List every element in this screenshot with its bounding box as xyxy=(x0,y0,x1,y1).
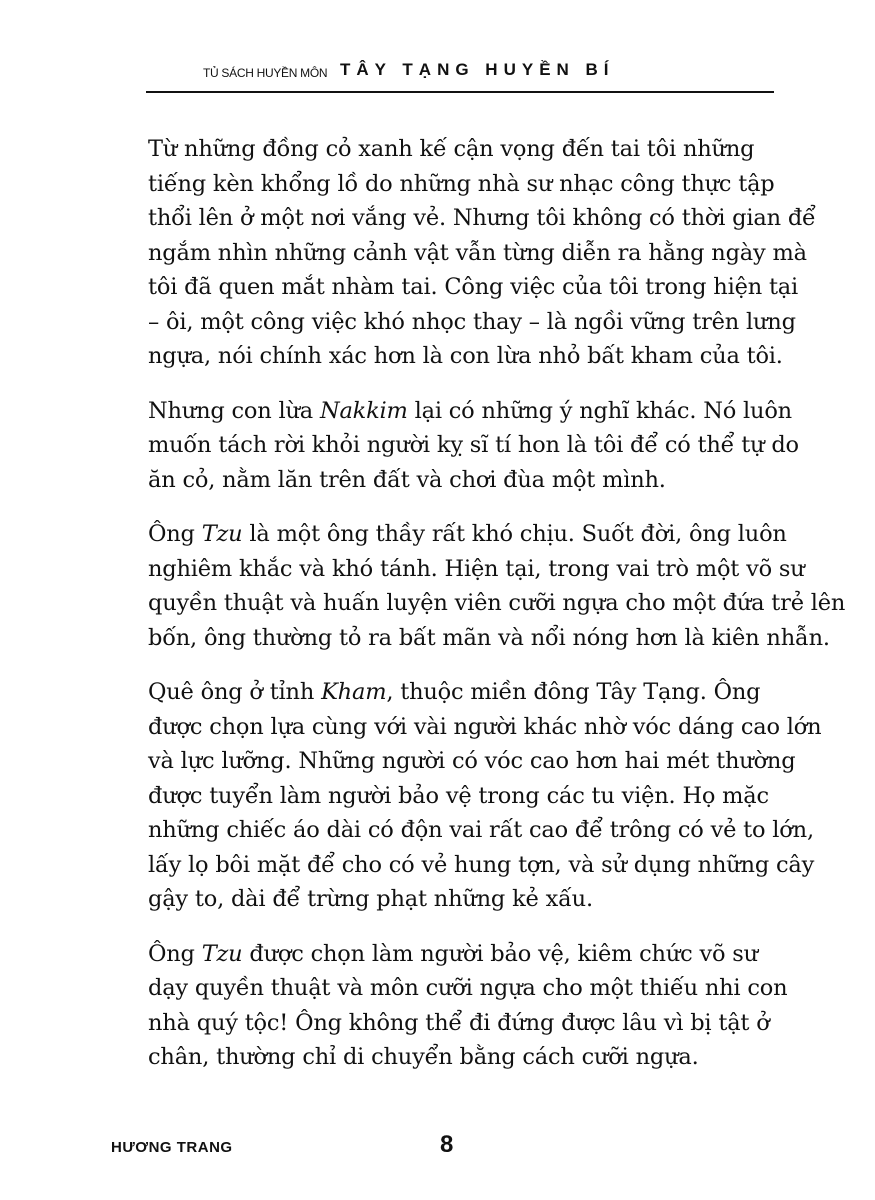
text-line xyxy=(148,882,788,917)
text-segment: Nhưng con lừa xyxy=(148,397,320,424)
page-number: 8 xyxy=(440,1131,454,1158)
text-segment: quyền thuật và huấn luyện viên cưỡi ngựa cho một đứa trẻ lên xyxy=(148,590,846,616)
header-series-name: TỦ SÁCH HUYỀN MÔN xyxy=(203,66,328,80)
text-segment: những chiếc áo dài có độn vai rất cao để trông có vẻ to lớn, xyxy=(148,817,814,843)
text-segment: là một ông thầy rất khó chịu. Suốt đời, ông luôn xyxy=(242,521,787,547)
text-segment: ngựa, nói chính xác hơn là con lừa nhỏ bất kham của tôi. xyxy=(148,343,783,369)
text-segment: nhà quý tộc! Ông không thể đi đứng được lâu vì bị tật ở xyxy=(148,1009,770,1036)
text-line xyxy=(148,552,805,587)
header-divider xyxy=(146,91,774,93)
footer-author: HƯƠNG TRANG xyxy=(111,1139,233,1156)
text-segment: dạy quyền thuật và môn cưỡi ngựa cho một thiếu nhi con xyxy=(148,975,788,1001)
text-line xyxy=(148,517,788,552)
text-segment: , thuộc miền đông Tây Tạng. Ông xyxy=(386,679,761,705)
text-line xyxy=(148,675,788,710)
text-segment: nghiêm khắc và khó tánh. Hiện tại, trong vai trò một võ sư xyxy=(148,555,805,582)
text-line xyxy=(148,621,830,656)
text-line xyxy=(148,201,816,236)
text-line xyxy=(148,394,792,429)
text-line xyxy=(148,971,788,1006)
text-line xyxy=(148,305,796,340)
text-segment: Ông xyxy=(148,521,202,547)
text-line xyxy=(148,463,788,498)
text-line xyxy=(148,848,815,883)
paragraph-gap xyxy=(148,655,788,675)
text-segment: được tuyển làm người bảo vệ trong các tu viện. Họ mặc xyxy=(148,782,769,809)
text-segment: Từ những đồng cỏ xanh kế cận vọng đến tai tôi những xyxy=(148,136,755,162)
text-line xyxy=(148,586,846,621)
text-segment: gậy to, dài để trừng phạt những kẻ xấu. xyxy=(148,886,593,912)
text-line xyxy=(148,339,788,374)
italic-name: Nakkim xyxy=(319,397,408,424)
text-line xyxy=(148,744,796,779)
italic-name: Kham xyxy=(321,679,387,705)
body-text xyxy=(148,132,846,1075)
paragraph-gap xyxy=(148,374,788,394)
text-segment: lại có những ý nghĩ khác. Nó luôn xyxy=(407,397,792,424)
header-book-title: TÂY TẠNG HUYỀN BÍ xyxy=(340,60,615,79)
text-segment: tôi đã quen mắt nhàm tai. Công việc của tôi trong hiện tại xyxy=(148,274,799,300)
italic-name: Tzu xyxy=(201,940,243,967)
text-segment: ăn cỏ, nằm lăn trên đất và chơi đùa một mình. xyxy=(148,466,666,493)
paragraph xyxy=(148,937,788,1075)
text-line xyxy=(148,937,788,972)
text-segment: lấy lọ bôi mặt để cho có vẻ hung tợn, và sử dụng những cây xyxy=(148,851,815,878)
paragraph xyxy=(148,675,822,917)
text-line xyxy=(148,270,799,305)
text-segment: và lực lưỡng. Những người có vóc cao hơn hai mét thường xyxy=(148,748,796,774)
text-line xyxy=(148,236,807,271)
text-line xyxy=(148,779,788,814)
text-segment: tiếng kèn khổng lồ do những nhà sư nhạc công thực tập xyxy=(148,170,775,197)
running-header xyxy=(0,0,875,100)
paragraph xyxy=(148,394,799,498)
text-segment: thổi lên ở một nơi vắng vẻ. Nhưng tôi không có thời gian để xyxy=(148,205,816,231)
text-segment: bốn, ông thường tỏ ra bất mãn và nổi nóng hơn là kiên nhẫn. xyxy=(148,624,830,651)
text-line xyxy=(148,428,799,463)
paragraph xyxy=(148,517,846,655)
paragraph xyxy=(148,132,816,374)
text-segment: Ông xyxy=(148,940,202,967)
text-segment: – ôi, một công việc khó nhọc thay – là ngồi vững trên lưng xyxy=(148,308,796,335)
text-line xyxy=(148,132,788,167)
text-line xyxy=(148,813,814,848)
text-line xyxy=(148,1006,788,1041)
text-line xyxy=(148,710,822,745)
italic-name: Tzu xyxy=(201,521,243,547)
text-segment: được chọn làm người bảo vệ, kiêm chức võ sư xyxy=(242,940,758,967)
text-segment: được chọn lựa cùng với vài người khác nhờ vóc dáng cao lớn xyxy=(148,713,822,740)
paragraph-gap xyxy=(148,497,788,517)
text-segment: ngắm nhìn những cảnh vật vẫn từng diễn ra hằng ngày mà xyxy=(148,239,807,266)
text-line xyxy=(148,167,788,202)
paragraph-gap xyxy=(148,917,788,937)
text-segment: chân, thường chỉ di chuyển bằng cách cưỡi ngựa. xyxy=(148,1044,699,1070)
text-segment: muốn tách rời khỏi người kỵ sĩ tí hon là tôi để có thể tự do xyxy=(148,432,799,458)
text-segment: Quê ông ở tỉnh xyxy=(148,679,322,705)
text-line xyxy=(148,1040,788,1075)
